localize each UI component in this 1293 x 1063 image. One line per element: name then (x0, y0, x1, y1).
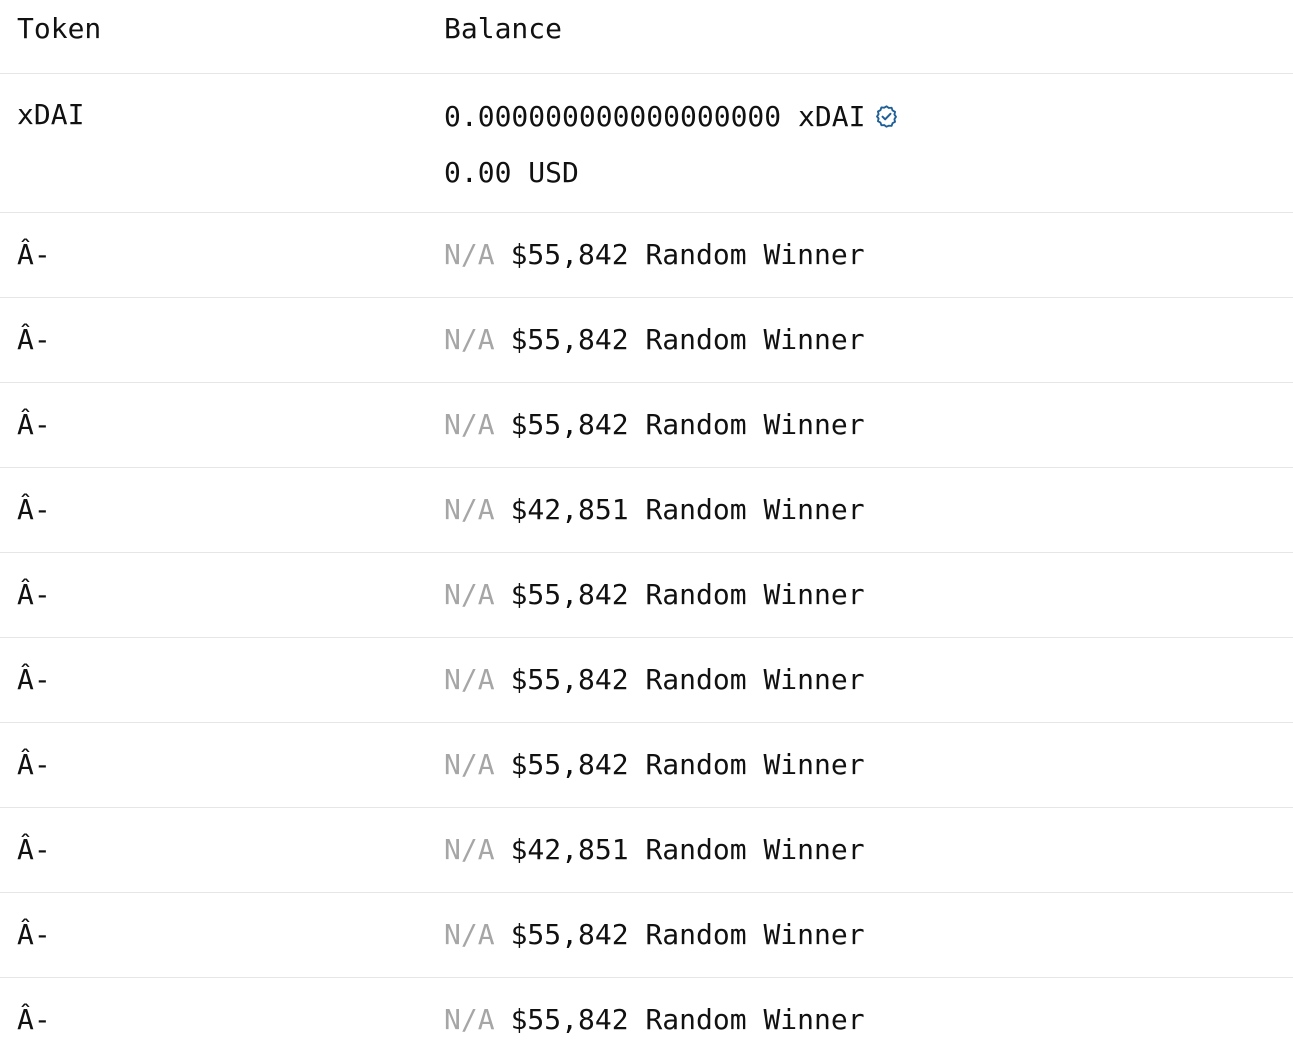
token-display-name: $55,842 Random Winner (510, 577, 865, 611)
token-balance-cell (444, 745, 865, 783)
token-name: Â- (17, 747, 51, 781)
balance-unavailable-label: N/A (444, 237, 495, 271)
token-display-name: $55,842 Random Winner (510, 237, 865, 271)
native-token-balance: 0.000000000000000000 xDAI (444, 99, 866, 133)
token-name: Â- (17, 662, 51, 696)
token-display-name: $42,851 Random Winner (510, 492, 865, 526)
token-display-name: $55,842 Random Winner (510, 917, 865, 951)
token-name: Â- (17, 492, 51, 526)
token-display-name: $55,842 Random Winner (510, 322, 865, 356)
table-row (0, 213, 1293, 298)
token-balance-cell (444, 490, 865, 528)
table-row (0, 553, 1293, 638)
token-name: Â- (17, 577, 51, 611)
token-name: Â- (17, 322, 51, 356)
table-row (0, 638, 1293, 723)
balance-unavailable-label: N/A (444, 747, 495, 781)
table-row (0, 468, 1293, 553)
native-token-usd-value: 0.00 USD (444, 155, 579, 189)
token-name: Â- (17, 832, 51, 866)
token-name: Â- (17, 1002, 51, 1036)
verified-badge-icon (871, 101, 901, 131)
token-balance-cell (444, 830, 865, 868)
balance-unavailable-label: N/A (444, 492, 495, 526)
token-name: Â- (17, 237, 51, 271)
table-row (0, 978, 1293, 1063)
token-column-header: Token (17, 12, 102, 45)
native-token-balance-line (444, 98, 901, 134)
token-name: Â- (17, 407, 51, 441)
token-balance-cell (444, 320, 865, 358)
token-display-name: $55,842 Random Winner (510, 662, 865, 696)
token-balance-cell (444, 405, 865, 443)
balance-unavailable-label: N/A (444, 577, 495, 611)
token-balance-cell (444, 235, 865, 273)
token-display-name: $55,842 Random Winner (510, 407, 865, 441)
balance-unavailable-label: N/A (444, 917, 495, 951)
token-name: Â- (17, 917, 51, 951)
balance-unavailable-label: N/A (444, 1002, 495, 1036)
token-balance-cell (444, 575, 865, 613)
balance-unavailable-label: N/A (444, 662, 495, 696)
token-balance-cell (444, 1000, 865, 1038)
table-row (0, 893, 1293, 978)
token-display-name: $42,851 Random Winner (510, 832, 865, 866)
table-row (0, 383, 1293, 468)
table-row (0, 298, 1293, 383)
token-balance-cell (444, 660, 865, 698)
table-row (0, 808, 1293, 893)
balance-unavailable-label: N/A (444, 832, 495, 866)
native-token-row (0, 74, 1293, 213)
table-row (0, 723, 1293, 808)
token-balance-cell (444, 915, 865, 953)
balance-unavailable-label: N/A (444, 322, 495, 356)
native-token-balance-cell (444, 98, 901, 190)
token-display-name: $55,842 Random Winner (510, 747, 865, 781)
table-header-row (0, 0, 1293, 74)
balance-unavailable-label: N/A (444, 407, 495, 441)
balance-column-header: Balance (444, 12, 563, 45)
native-token-name: xDAI (17, 98, 85, 131)
token-display-name: $55,842 Random Winner (510, 1002, 865, 1036)
